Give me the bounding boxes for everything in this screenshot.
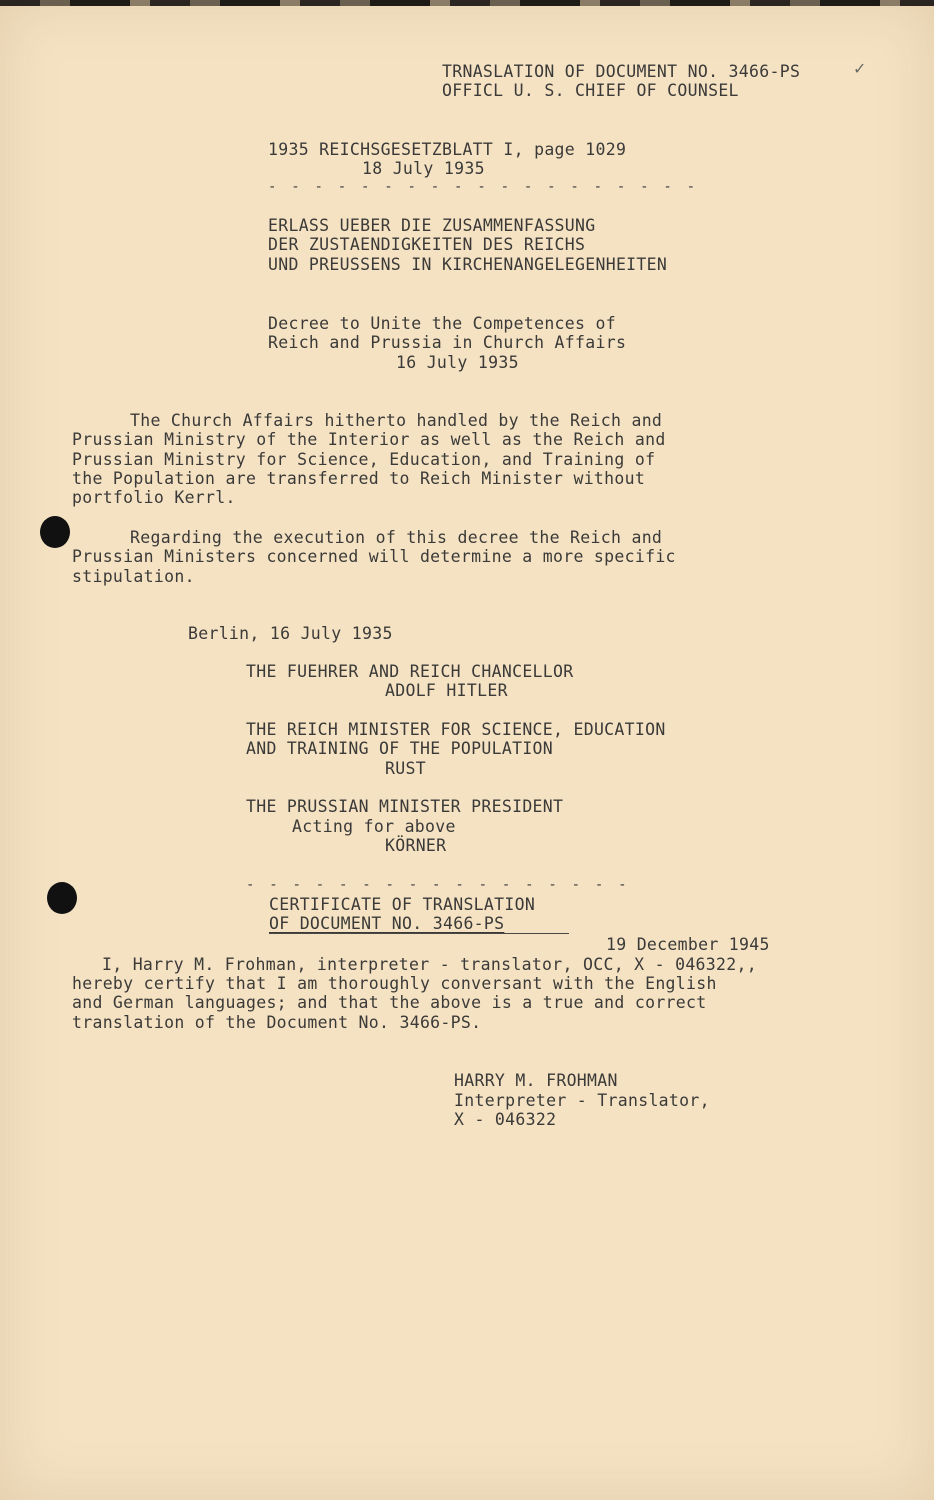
certificate-divider: - - - - - - - - - - - - - - - - - <box>246 877 630 893</box>
signatory-3-name: KÖRNER <box>385 836 447 855</box>
body-p2-line-3: stipulation. <box>72 567 195 586</box>
body-p1-line-2: Prussian Ministry of the Interior as well as the Reich and <box>72 430 666 449</box>
body-p2-line-2: Prussian Ministers concerned will determine a more specific <box>72 547 676 566</box>
english-title-line-2: Reich and Prussia in Church Affairs <box>268 333 627 352</box>
translator-title: Interpreter - Translator, <box>454 1091 710 1110</box>
signatory-1-name: ADOLF HITLER <box>385 681 508 700</box>
certificate-date: 19 December 1945 <box>606 935 770 954</box>
signatory-1-title: THE FUEHRER AND REICH CHANCELLOR <box>246 662 574 681</box>
place-date: Berlin, 16 July 1935 <box>188 624 393 643</box>
citation-divider: - - - - - - - - - - - - - - - - - - - <box>268 179 699 195</box>
header-line-2: OFFICL U. S. CHIEF OF COUNSEL <box>442 81 739 100</box>
signatory-2-title-2: AND TRAINING OF THE POPULATION <box>246 739 554 758</box>
punch-hole <box>40 516 70 548</box>
certificate-title-underline <box>269 933 569 934</box>
certificate-title-1: CERTIFICATE OF TRANSLATION <box>269 895 536 914</box>
citation-line-1: 1935 REICHSGESETZBLATT I, page 1029 <box>268 140 627 159</box>
certificate-text-line-3: and German languages; and that the above is a true and correct <box>72 993 707 1012</box>
english-title-line-1: Decree to Unite the Competences of <box>268 314 616 333</box>
body-p2-line-1: Regarding the execution of this decree the Reich and <box>130 528 663 547</box>
body-p1-line-1: The Church Affairs hitherto handled by the Reich and <box>130 411 663 430</box>
header-line-1: TRNASLATION OF DOCUMENT NO. 3466-PS <box>442 62 801 81</box>
signatory-3-title: THE PRUSSIAN MINISTER PRESIDENT <box>246 797 564 816</box>
german-title-line-2: DER ZUSTAENDIGKEITEN DES REICHS <box>268 235 586 254</box>
german-title-line-1: ERLASS UEBER DIE ZUSAMMENFASSUNG <box>268 216 596 235</box>
signatory-3-note: Acting for above <box>292 817 456 836</box>
scan-edge <box>0 0 934 6</box>
body-p1-line-4: the Population are transferred to Reich Minister without <box>72 469 646 488</box>
citation-date: 18 July 1935 <box>362 159 485 178</box>
translator-id: X - 046322 <box>454 1110 557 1129</box>
certificate-title-2: OF DOCUMENT NO. 3466-PS <box>269 914 505 933</box>
certificate-text-line-4: translation of the Document No. 3466-PS. <box>72 1013 482 1032</box>
punch-hole <box>47 882 77 914</box>
checkmark-icon: ✓ <box>853 59 867 78</box>
certificate-text-line-2: hereby certify that I am thoroughly conversant with the English <box>72 974 717 993</box>
german-title-line-3: UND PREUSSENS IN KIRCHENANGELEGENHEITEN <box>268 255 668 274</box>
signatory-2-name: RUST <box>385 759 426 778</box>
signatory-2-title-1: THE REICH MINISTER FOR SCIENCE, EDUCATION <box>246 720 666 739</box>
certificate-text-line-1: I, Harry M. Frohman, interpreter - translator, OCC, X - 046322,, <box>102 955 757 974</box>
translator-name: HARRY M. FROHMAN <box>454 1071 618 1090</box>
body-p1-line-5: portfolio Kerrl. <box>72 488 236 507</box>
english-title-date: 16 July 1935 <box>396 353 519 372</box>
body-p1-line-3: Prussian Ministry for Science, Education, and Training of <box>72 450 656 469</box>
